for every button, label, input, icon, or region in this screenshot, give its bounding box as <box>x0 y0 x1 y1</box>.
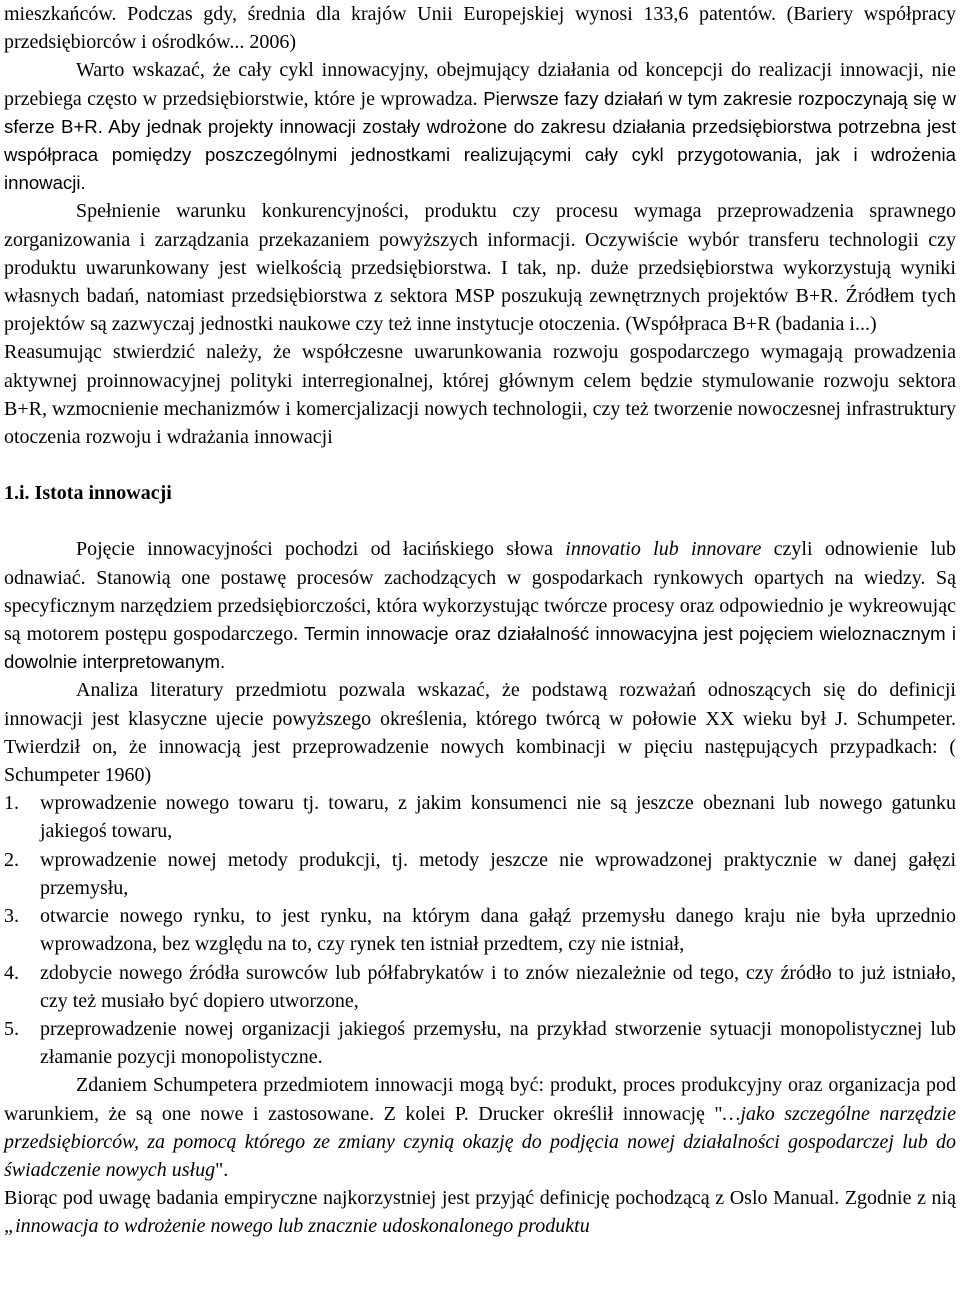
oslo-quote: „innowacja to wdrożenie nowego lub znacznie udoskonalonego produktu <box>4 1215 590 1238</box>
list-item <box>4 846 956 902</box>
paragraph-text: Warto wskazać, że cały cykl innowacyjny, obejmujący działania od koncepcji do realizacji innowacji, nie przebiega często w przedsiębiorstwie, które je wprowadza. <box>4 59 956 110</box>
paragraph-innovation-cycle <box>4 56 956 197</box>
paragraph-text: Analiza literatury przedmiotu pozwala wskazać, że podstawą rozważań odnoszących się do definicji innowacji jest klasyczne ujecie powyższego określenia, którego twórcą w połowie XX wieku był J. Schumpeter. Twierdził on, że innowacją jest przeprowadzenie nowych kombinacji w pięciu następujących przypadkach: ( Schumpeter 1960) <box>4 679 956 787</box>
drucker-quote: …jako szczególne narzędzie przedsiębiorców, za pomocą którego ze zmiany czynią okazję do podjęcia nowej działalności gospodarczej lub do świadczenie nowych usług <box>4 1102 956 1181</box>
paragraph-text: czyli odnowienie lub odnawiać. Stanowią one postawę procesów zachodzących w gospodarkach rynkowych opartych na wiedzy. Są specyficznym narzędziem przedsiębiorczości, która wykorzystując twórcze procesy oraz odpowiednio je wykreowując są motorem postępu gospodarczego. <box>4 538 957 646</box>
list-item <box>4 789 956 845</box>
paragraph-text-sans: Termin innowacje oraz działalność innowacyjna jest pojęciem wieloznacznym i dowolnie interpretowanym. <box>4 623 956 673</box>
list-number: 2. <box>4 848 19 871</box>
paragraph-text: ". <box>215 1158 229 1181</box>
schumpeter-list <box>4 789 956 1071</box>
list-text: otwarcie nowego rynku, to jest rynku, na którym dana gałąź przemysłu danego kraju nie była uprzednio wprowadzona, bez względu na to, czy rynek ten istniał przedtem, czy nie istniał, <box>40 905 956 956</box>
list-text: wprowadzenie nowej metody produkcji, tj. metody jeszcze nie wprowadzonej praktycznie w danej gałęzi przemysłu, <box>40 848 956 899</box>
list-number: 5. <box>4 1017 19 1040</box>
list-text: wprowadzenie nowego towaru tj. towaru, z jakim konsumenci nie są jeszcze obeznani lub nowego gatunku jakiegoś towaru, <box>40 792 956 843</box>
list-text: zdobycie nowego źródła surowców lub półfabrykatów i to znów niezależnie od tego, czy źródło to już istniało, czy też musiało być dopiero utworzone, <box>40 961 956 1012</box>
paragraph-summary <box>4 338 956 451</box>
paragraph-oslo-manual <box>4 1184 956 1240</box>
paragraph-text: Reasumując stwierdzić należy, że współczesne uwarunkowania rozwoju gospodarczego wymagają prowadzenia aktywnej proinnowacyjnej polityki interregionalnej, której głównym celem będzie stymulowanie rozwoju sektora B+R, wzmocnienie mechanizmów i komercjalizacji nowych technologii, czy też tworzenie nowoczesnej infrastruktury otoczenia rozwoju i wdrażania innowacji <box>4 341 956 449</box>
section-heading: 1.i. Istota innowacji <box>4 482 172 505</box>
list-text: przeprowadzenie nowej organizacji jakiegoś przemysłu, na przykład stworzenie sytuacji monopolistycznej lub złamanie pozycji monopolistyczne. <box>40 1017 956 1069</box>
list-number: 1. <box>4 792 19 815</box>
paragraph-text: Spełnienie warunku konkurencyjności, produktu czy procesu wymaga przeprowadzenia sprawnego zorganizowania i zarządzania przekazaniem powyższych informacji. Oczywiście wybór transferu technologii czy produktu uwarunkowany jest wielkością przedsiębiorstwa. I tak, np. duże przedsiębiorstwa wykorzystują wyniki własnych badań, natomiast przedsiębiorstwa z sektora MSP poszukują zewnętrznych projektów B+R. Źródłem tych projektów są zazwyczaj jednostki naukowe czy też inne instytucje otoczenia. (Współpraca B+R (badania i...) <box>4 200 956 336</box>
list-number: 3. <box>4 905 19 928</box>
paragraph-schumpeter <box>4 676 956 789</box>
paragraph-drucker <box>4 1071 956 1184</box>
list-item <box>4 1015 956 1071</box>
list-item <box>4 902 956 958</box>
paragraph-text-sans: Aby jednak projekty innowacji zostały wdrożone do zakresu działania przedsiębiorstwa potrzebna jest współpraca pomiędzy poszczególnymi jednostkami realizującymi cały cykl przygotowania, jak i wdrożenia innowacji. <box>4 115 956 194</box>
paragraph-innovation-concept <box>4 535 956 676</box>
paragraph-text-sans: Pierwsze fazy działań w tym zakresie rozpoczynają się w sferze B+R. <box>4 87 956 137</box>
paragraph-text: Biorąc pod uwagę badania empiryczne najkorzystniej jest przyjąć definicję pochodzącą z Oslo Manual. Zgodnie z nią <box>4 1187 956 1210</box>
latin-terms: innovatio lub innovare <box>565 538 762 561</box>
spacer <box>4 507 956 535</box>
paragraph-statistics <box>4 0 956 56</box>
spacer <box>4 451 956 479</box>
list-item <box>4 959 956 1015</box>
paragraph-text: mieszkańców. Podczas gdy, średnia dla krajów Unii Europejskiej wynosi 133,6 patentów. (Bariery współpracy przedsiębiorców i ośrodków... 2006) <box>4 3 956 54</box>
paragraph-competitiveness <box>4 197 956 338</box>
paragraph-text: Pojęcie innowacyjności pochodzi od łacińskiego słowa <box>76 538 566 561</box>
list-number: 4. <box>4 961 19 984</box>
paragraph-text: Zdaniem Schumpetera przedmiotem innowacji mogą być: produkt, proces produkcyjny oraz organizacja pod warunkiem, że są one nowe i zastosowane. Z kolei P. Drucker określił innowację " <box>4 1074 956 1125</box>
